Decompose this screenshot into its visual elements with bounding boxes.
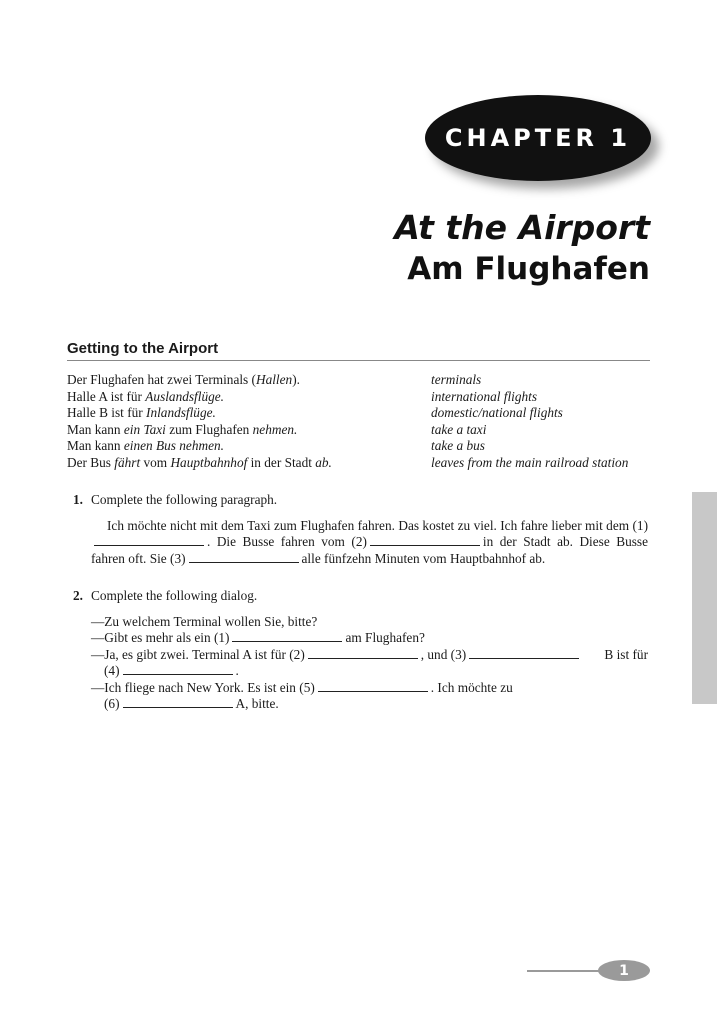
paragraph-text: alle fünfzehn Minuten vom Hauptbahnhof ab. bbox=[301, 550, 546, 566]
section-heading: Getting to the Airport bbox=[67, 340, 650, 361]
paragraph-text: in der Stadt ab. Diese Busse fahren oft. Sie (3) bbox=[91, 534, 648, 566]
vocab-segment: vom bbox=[140, 454, 171, 470]
vocab-segment: Halle B ist für bbox=[67, 405, 147, 420]
vocab-row bbox=[67, 389, 657, 406]
answer-blank-4[interactable] bbox=[123, 663, 233, 675]
dialog-text: —Zu welchem Terminal wollen Sie, bitte? bbox=[91, 613, 318, 629]
vocab-row bbox=[67, 405, 657, 422]
answer-blank-3[interactable] bbox=[189, 551, 299, 563]
chapter-title-german: Am Flughafen bbox=[407, 251, 650, 287]
dialog-text: —Ich fliege nach New York. Es ist ein (5) bbox=[91, 679, 315, 695]
vocab-segment: Man kann bbox=[67, 421, 124, 437]
vocab-english: take a bus bbox=[431, 438, 485, 453]
exercise-1 bbox=[73, 492, 648, 567]
paragraph-text: Ich möchte nicht mit dem Taxi zum Flughafen fahren. Das kostet zu viel. Ich fahre lieber mit dem (1) bbox=[107, 517, 648, 533]
vocab-segment: einen Bus nehmen. bbox=[123, 438, 224, 453]
dialog-line bbox=[91, 680, 648, 697]
vocab-german bbox=[67, 438, 431, 455]
dialog-line bbox=[91, 614, 648, 631]
dialog-text: —Gibt es mehr als ein (1) bbox=[91, 630, 230, 645]
exercise-2 bbox=[73, 588, 648, 713]
dialog-text: , und (3) bbox=[420, 646, 467, 662]
dialog-text: am Flughafen? bbox=[345, 630, 425, 645]
answer-blank-2[interactable] bbox=[308, 647, 418, 659]
answer-blank-1[interactable] bbox=[94, 534, 204, 546]
dialog-line bbox=[91, 630, 648, 647]
vocab-segment: nehmen. bbox=[252, 421, 298, 437]
vocab-segment: Hauptbahnhof bbox=[170, 454, 248, 470]
dialog-text: . Ich möchte zu bbox=[430, 679, 513, 695]
vocab-row bbox=[67, 455, 657, 472]
answer-blank-5[interactable] bbox=[318, 680, 428, 692]
vocab-english: leaves from the main railroad station bbox=[431, 454, 629, 470]
chapter-label: CHAPTER 1 bbox=[444, 124, 632, 152]
vocab-segment: Der Flughafen hat zwei Terminals ( bbox=[67, 372, 256, 387]
vocab-german bbox=[67, 389, 431, 406]
exercise-paragraph bbox=[73, 518, 648, 568]
answer-blank-2[interactable] bbox=[370, 534, 480, 546]
vocab-english: terminals bbox=[431, 372, 482, 387]
dialog-text: . bbox=[235, 663, 239, 678]
vocab-segment: ab. bbox=[315, 454, 332, 470]
exercise-dialog bbox=[73, 614, 648, 713]
dialog-text: A, bitte. bbox=[235, 696, 279, 711]
vocab-segment: Inlandsflüge. bbox=[146, 405, 216, 420]
vocab-english: international flights bbox=[431, 388, 538, 404]
dialog-line bbox=[91, 647, 648, 664]
answer-blank-6[interactable] bbox=[123, 696, 233, 708]
vocab-segment: ein Taxi bbox=[123, 421, 166, 437]
vocab-segment: fährt bbox=[114, 454, 141, 470]
vocab-row bbox=[67, 372, 657, 389]
vocabulary-list bbox=[67, 372, 657, 471]
dialog-line bbox=[91, 696, 648, 713]
dialog-text: (4) bbox=[104, 663, 120, 678]
vocab-german bbox=[67, 372, 431, 389]
vocab-row bbox=[67, 422, 657, 439]
exercise-number: 2. bbox=[73, 588, 83, 603]
vocab-segment: ). bbox=[292, 372, 300, 387]
dialog-text: (6) bbox=[104, 696, 120, 711]
answer-blank-3[interactable] bbox=[469, 647, 579, 659]
vocab-segment: Halle A ist für bbox=[67, 388, 146, 404]
exercise-instruction: Complete the following dialog. bbox=[91, 588, 258, 603]
vocab-segment: Auslandsflüge. bbox=[145, 388, 224, 404]
vocab-segment: Hallen bbox=[255, 372, 293, 387]
footer-rule bbox=[527, 970, 607, 972]
answer-blank-1[interactable] bbox=[232, 630, 342, 642]
vocab-row bbox=[67, 438, 657, 455]
exercise-instruction: Complete the following paragraph. bbox=[91, 492, 278, 507]
page-number: 1 bbox=[598, 960, 650, 981]
vocab-segment: zum Flughafen bbox=[165, 421, 253, 437]
vocab-english: domestic/national flights bbox=[431, 405, 563, 420]
exercise-number: 1. bbox=[73, 492, 83, 507]
dialog-text: B ist für bbox=[604, 646, 648, 662]
vocab-segment: Man kann bbox=[67, 438, 124, 453]
vocab-german bbox=[67, 422, 431, 439]
dialog-text: —Ja, es gibt zwei. Terminal A ist für (2) bbox=[91, 646, 305, 662]
vocab-segment: in der Stadt bbox=[247, 454, 316, 470]
vocab-english: take a taxi bbox=[431, 421, 487, 437]
vocab-segment: Der Bus bbox=[67, 454, 115, 470]
paragraph-text: . Die Busse fahren vom (2) bbox=[207, 534, 367, 549]
chapter-edge-tab bbox=[692, 492, 717, 704]
vocab-german bbox=[67, 405, 431, 422]
dialog-line bbox=[91, 663, 648, 680]
vocab-german bbox=[67, 455, 431, 472]
chapter-title-english: At the Airport bbox=[394, 208, 650, 247]
chapter-badge bbox=[425, 95, 651, 181]
